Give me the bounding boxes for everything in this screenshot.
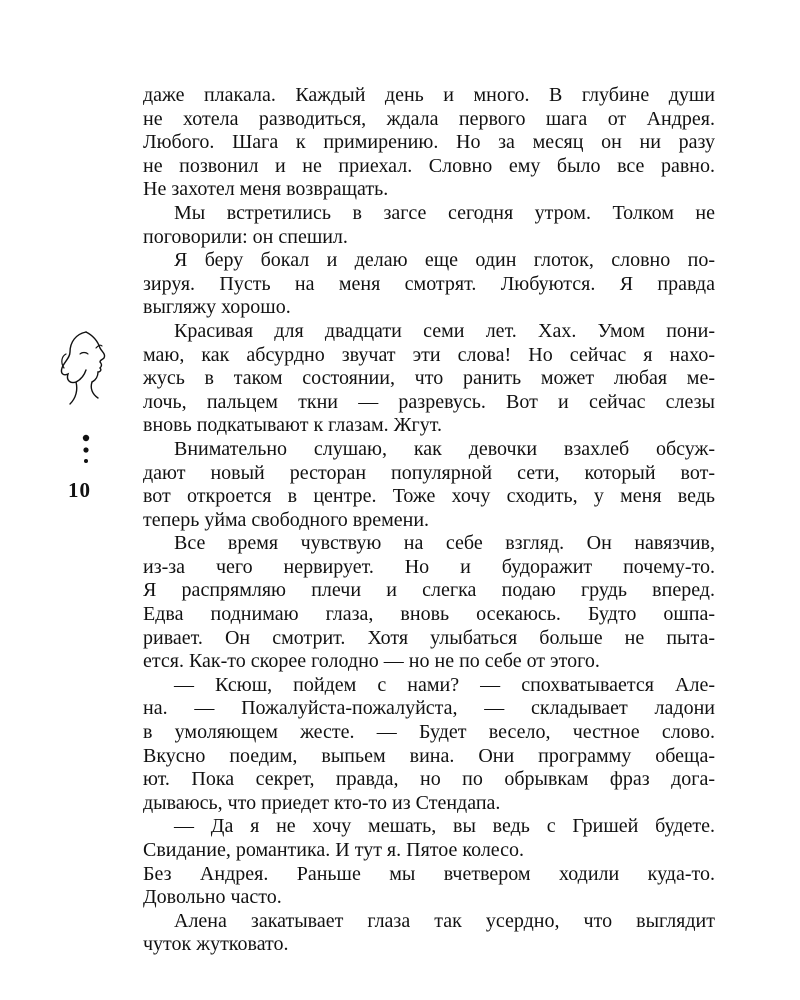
text-line: зируя. Пусть на меня смотрят. Любуются. Я правда	[143, 272, 715, 295]
text-line: Все время чувствую на себе взгляд. Он навязчив,	[174, 532, 715, 555]
text-line: маю, как абсурдно звучат эти слова! Но сейчас я нахо-	[143, 343, 715, 366]
text-line: вот откроется в центре. Тоже хочу сходить, у меня ведь	[143, 485, 715, 508]
text-line: поговорили: он спешил.	[143, 225, 348, 248]
text-line: ют. Пока секрет, правда, но по обрывкам фраз дога-	[143, 768, 715, 791]
text-line: Внимательно слушаю, как девочки взахлеб обсуж-	[174, 437, 715, 460]
text-line: не хотела разводиться, ждала первого шага от Андрея.	[143, 107, 715, 130]
text-line: — Ксюш, пойдем с нами? — спохватывается Але-	[174, 673, 715, 696]
page-number: 10	[68, 478, 91, 502]
text-line: вновь подкатывают к глазам. Жгут.	[143, 414, 442, 437]
text-line: Любого. Шага к примирению. Но за месяц он ни разу	[143, 131, 715, 154]
body-text	[143, 84, 715, 957]
face-profile-line-art-icon	[56, 328, 118, 408]
text-line: жусь в таком состоянии, что ранить может любая ме-	[143, 367, 715, 390]
text-line: Мы встретились в загсе сегодня утром. Толком не	[174, 201, 715, 224]
text-line: из-за чего нервирует. Но и будоражит почему-то.	[143, 555, 715, 578]
text-line: Алена закатывает глаза так усердно, что выглядит	[174, 909, 715, 932]
text-line: даже плакала. Каждый день и много. В глубине души	[143, 84, 715, 106]
text-line: дают новый ресторан популярной сети, который вот-	[143, 461, 715, 484]
text-line: на. — Пожалуйста-пожалуйста, — складывает ладони	[143, 697, 715, 720]
text-line: теперь уйма свободного времени.	[143, 508, 430, 531]
text-line: Я распрямляю плечи и слегка подаю грудь вперед.	[143, 579, 715, 602]
text-line: Красивая для двадцати семи лет. Хах. Умом пони-	[174, 319, 715, 342]
text-line: лочь, пальцем ткни — разревусь. Вот и сейчас слезы	[143, 390, 715, 413]
text-line: в умоляющем жесте. — Будет весело, честное слово.	[143, 721, 715, 744]
text-line: Не захотел меня возвращать.	[143, 178, 389, 201]
text-line: чуток жутковато.	[143, 933, 289, 956]
text-line: дываюсь, что приедет кто-то из Стендапа.	[143, 791, 501, 814]
text-line: Довольно часто.	[143, 886, 282, 909]
text-line: Едва поднимаю глаза, вновь осекаюсь. Будто ошпа-	[143, 603, 715, 626]
text-line: не позвонил и не приехал. Словно ему было все равно.	[143, 154, 715, 177]
text-line: ется. Как-то скорее голодно — но не по себе от этого.	[143, 650, 600, 673]
text-line: выгляжу хорошо.	[143, 296, 291, 319]
text-line: Свидание, романтика. И тут я. Пятое колесо.	[143, 839, 525, 861]
text-line: ривает. Он смотрит. Хотя улыбаться больше не пыта-	[143, 626, 715, 649]
three-dots-vertical-icon	[80, 434, 92, 468]
text-line: Вкусно поедим, выпьем вина. Они программу обеща-	[143, 744, 715, 767]
text-line: Я беру бокал и делаю еще один глоток, словно по-	[174, 249, 715, 272]
text-line: — Да я не хочу мешать, вы ведь с Гришей будете.	[174, 815, 715, 838]
text-line: Без Андрея. Раньше мы вчетвером ходили куда-то.	[143, 862, 715, 885]
